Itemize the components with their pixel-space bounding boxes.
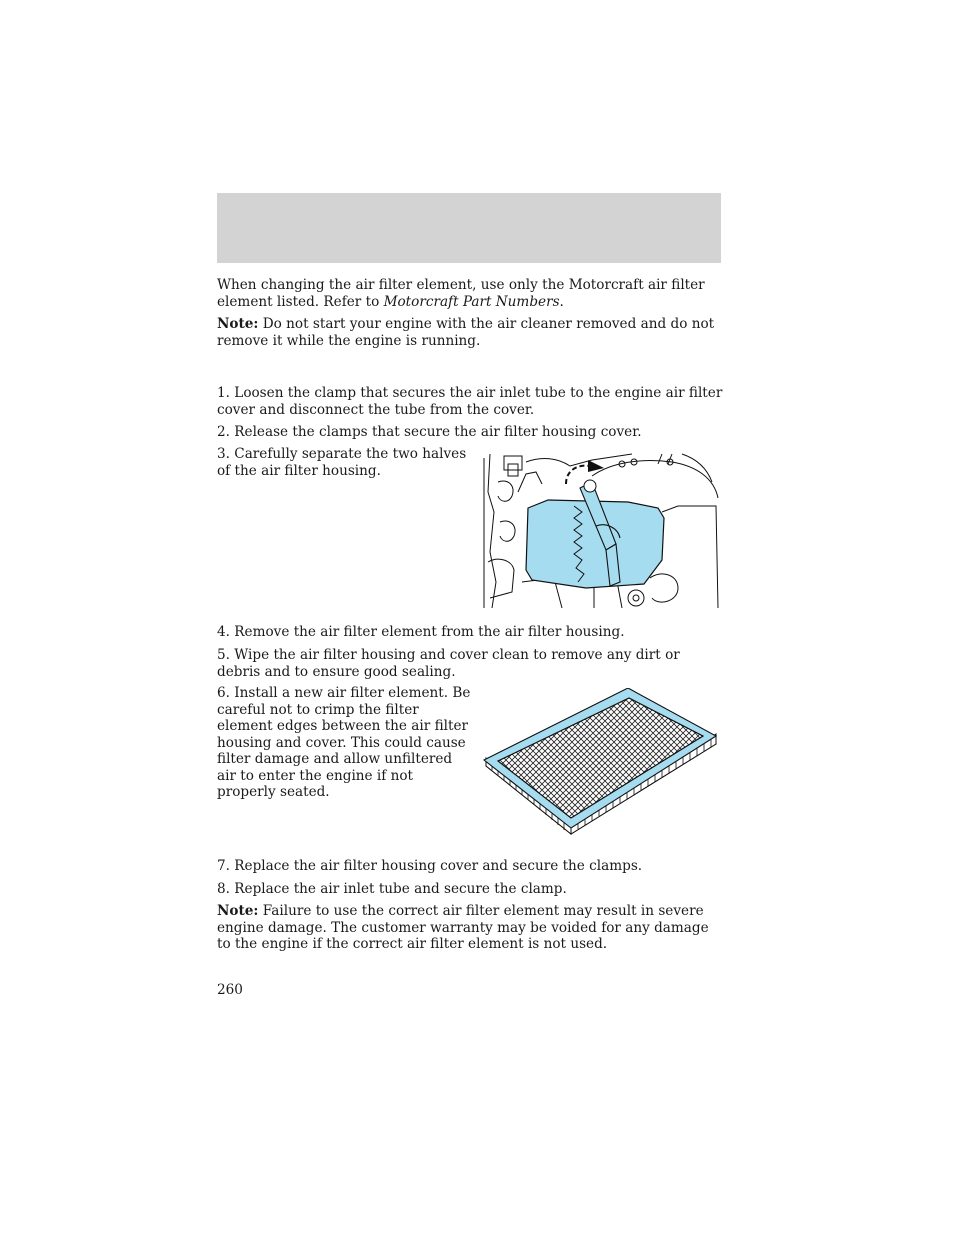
step-6: 6. Install a new air filter element. Be careful not to crimp the filter element edges between the air filter housing and cover. This could cause filter damage and allow unfiltered air to enter the engine if not properly seated.	[217, 685, 471, 800]
intro-end: .	[559, 293, 564, 310]
page-number: 260	[217, 982, 243, 998]
air-filter-element-illustration	[482, 688, 722, 846]
note-label: Note:	[217, 903, 259, 919]
part-numbers-reference: Motorcraft Part Numbers	[383, 293, 560, 310]
step-5: 5. Wipe the air filter housing and cover clean to remove any dirt or debris and to ensure good sealing.	[217, 647, 680, 680]
intro-paragraph	[217, 277, 723, 310]
note-label: Note:	[217, 316, 259, 332]
air-filter-housing-illustration	[482, 452, 722, 610]
step-4: 4. Remove the air filter element from the air filter housing.	[217, 624, 625, 640]
section-header-band	[217, 193, 721, 263]
note-paragraph	[217, 316, 723, 349]
step-7: 7. Replace the air filter housing cover and secure the clamps.	[217, 858, 643, 874]
warranty-note-paragraph	[217, 903, 723, 953]
step-2: 2. Release the clamps that secure the air filter housing cover.	[217, 424, 642, 440]
step-1: 1. Loosen the clamp that secures the air inlet tube to the engine air filter cover and disconnect the tube from the cover.	[217, 385, 723, 418]
note-text: Do not start your engine with the air cleaner removed and do not remove it while the engine is running.	[217, 316, 715, 349]
step-3: 3. Carefully separate the two halves of the air filter housing.	[217, 446, 467, 479]
note-text: Failure to use the correct air filter element may result in severe engine damage. The customer warranty may be voided for any damage to the engine if the correct air filter element is not used.	[217, 903, 709, 952]
step-8: 8. Replace the air inlet tube and secure the clamp.	[217, 881, 567, 897]
intro-text: When changing the air filter element, use only the Motorcraft air filter element listed. Refer to	[217, 277, 705, 310]
